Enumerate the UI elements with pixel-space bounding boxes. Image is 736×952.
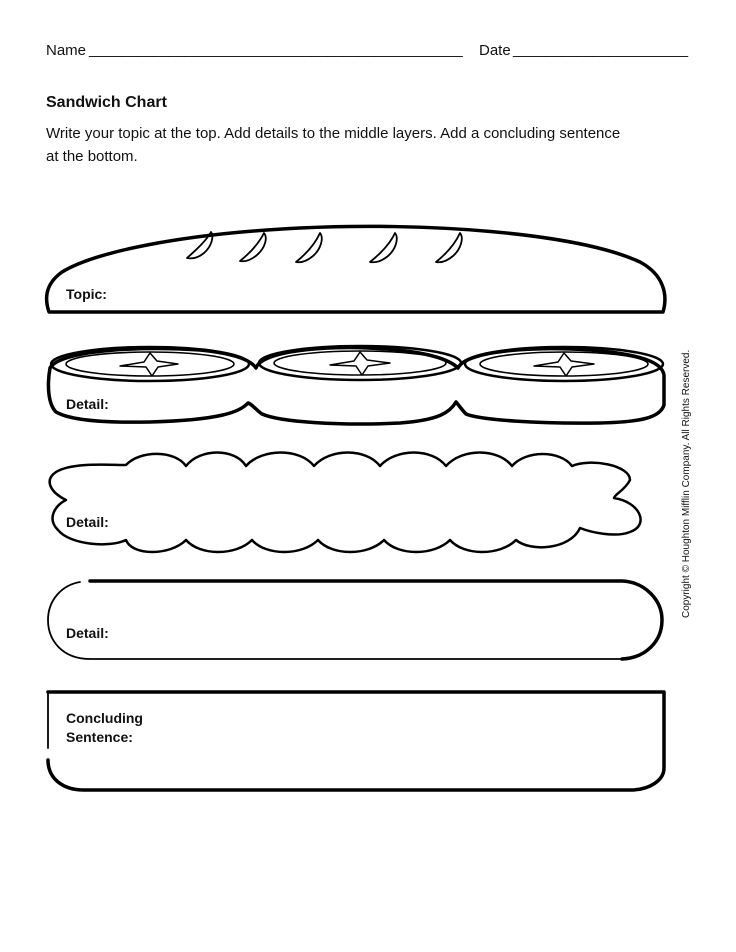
date-line[interactable]: ______________________ <box>513 41 688 58</box>
lettuce-layer-shape <box>50 453 641 553</box>
copyright-notice: Copyright © Houghton Mifflin Company. All Rights Reserved. <box>681 349 692 618</box>
name-label: Name <box>46 42 87 59</box>
name-line[interactable]: _______________________________________________ <box>89 41 463 58</box>
topic-label: Topic: <box>66 286 107 302</box>
concluding-label-line-2: Sentence: <box>66 729 133 745</box>
detail-label-2: Detail: <box>66 514 109 530</box>
tomato-stars <box>120 352 594 376</box>
top-bun-shape <box>47 226 665 312</box>
concluding-label-line-1: Concluding <box>66 710 143 726</box>
instructions-line-1: Write your topic at the top. Add details to the middle layers. Add a concluding sentence <box>46 125 621 142</box>
bottom-bun-shape <box>48 692 664 790</box>
bun-slash-marks <box>187 232 462 262</box>
date-label: Date <box>479 42 511 59</box>
tomato-slices <box>51 346 663 381</box>
instructions-line-2: at the bottom. <box>46 148 138 165</box>
detail-label-3: Detail: <box>66 625 109 641</box>
detail-label-1: Detail: <box>66 396 109 412</box>
page-title: Sandwich Chart <box>46 94 167 111</box>
detail3-layer-bottom <box>48 582 622 659</box>
detail3-layer-shape <box>90 581 662 659</box>
